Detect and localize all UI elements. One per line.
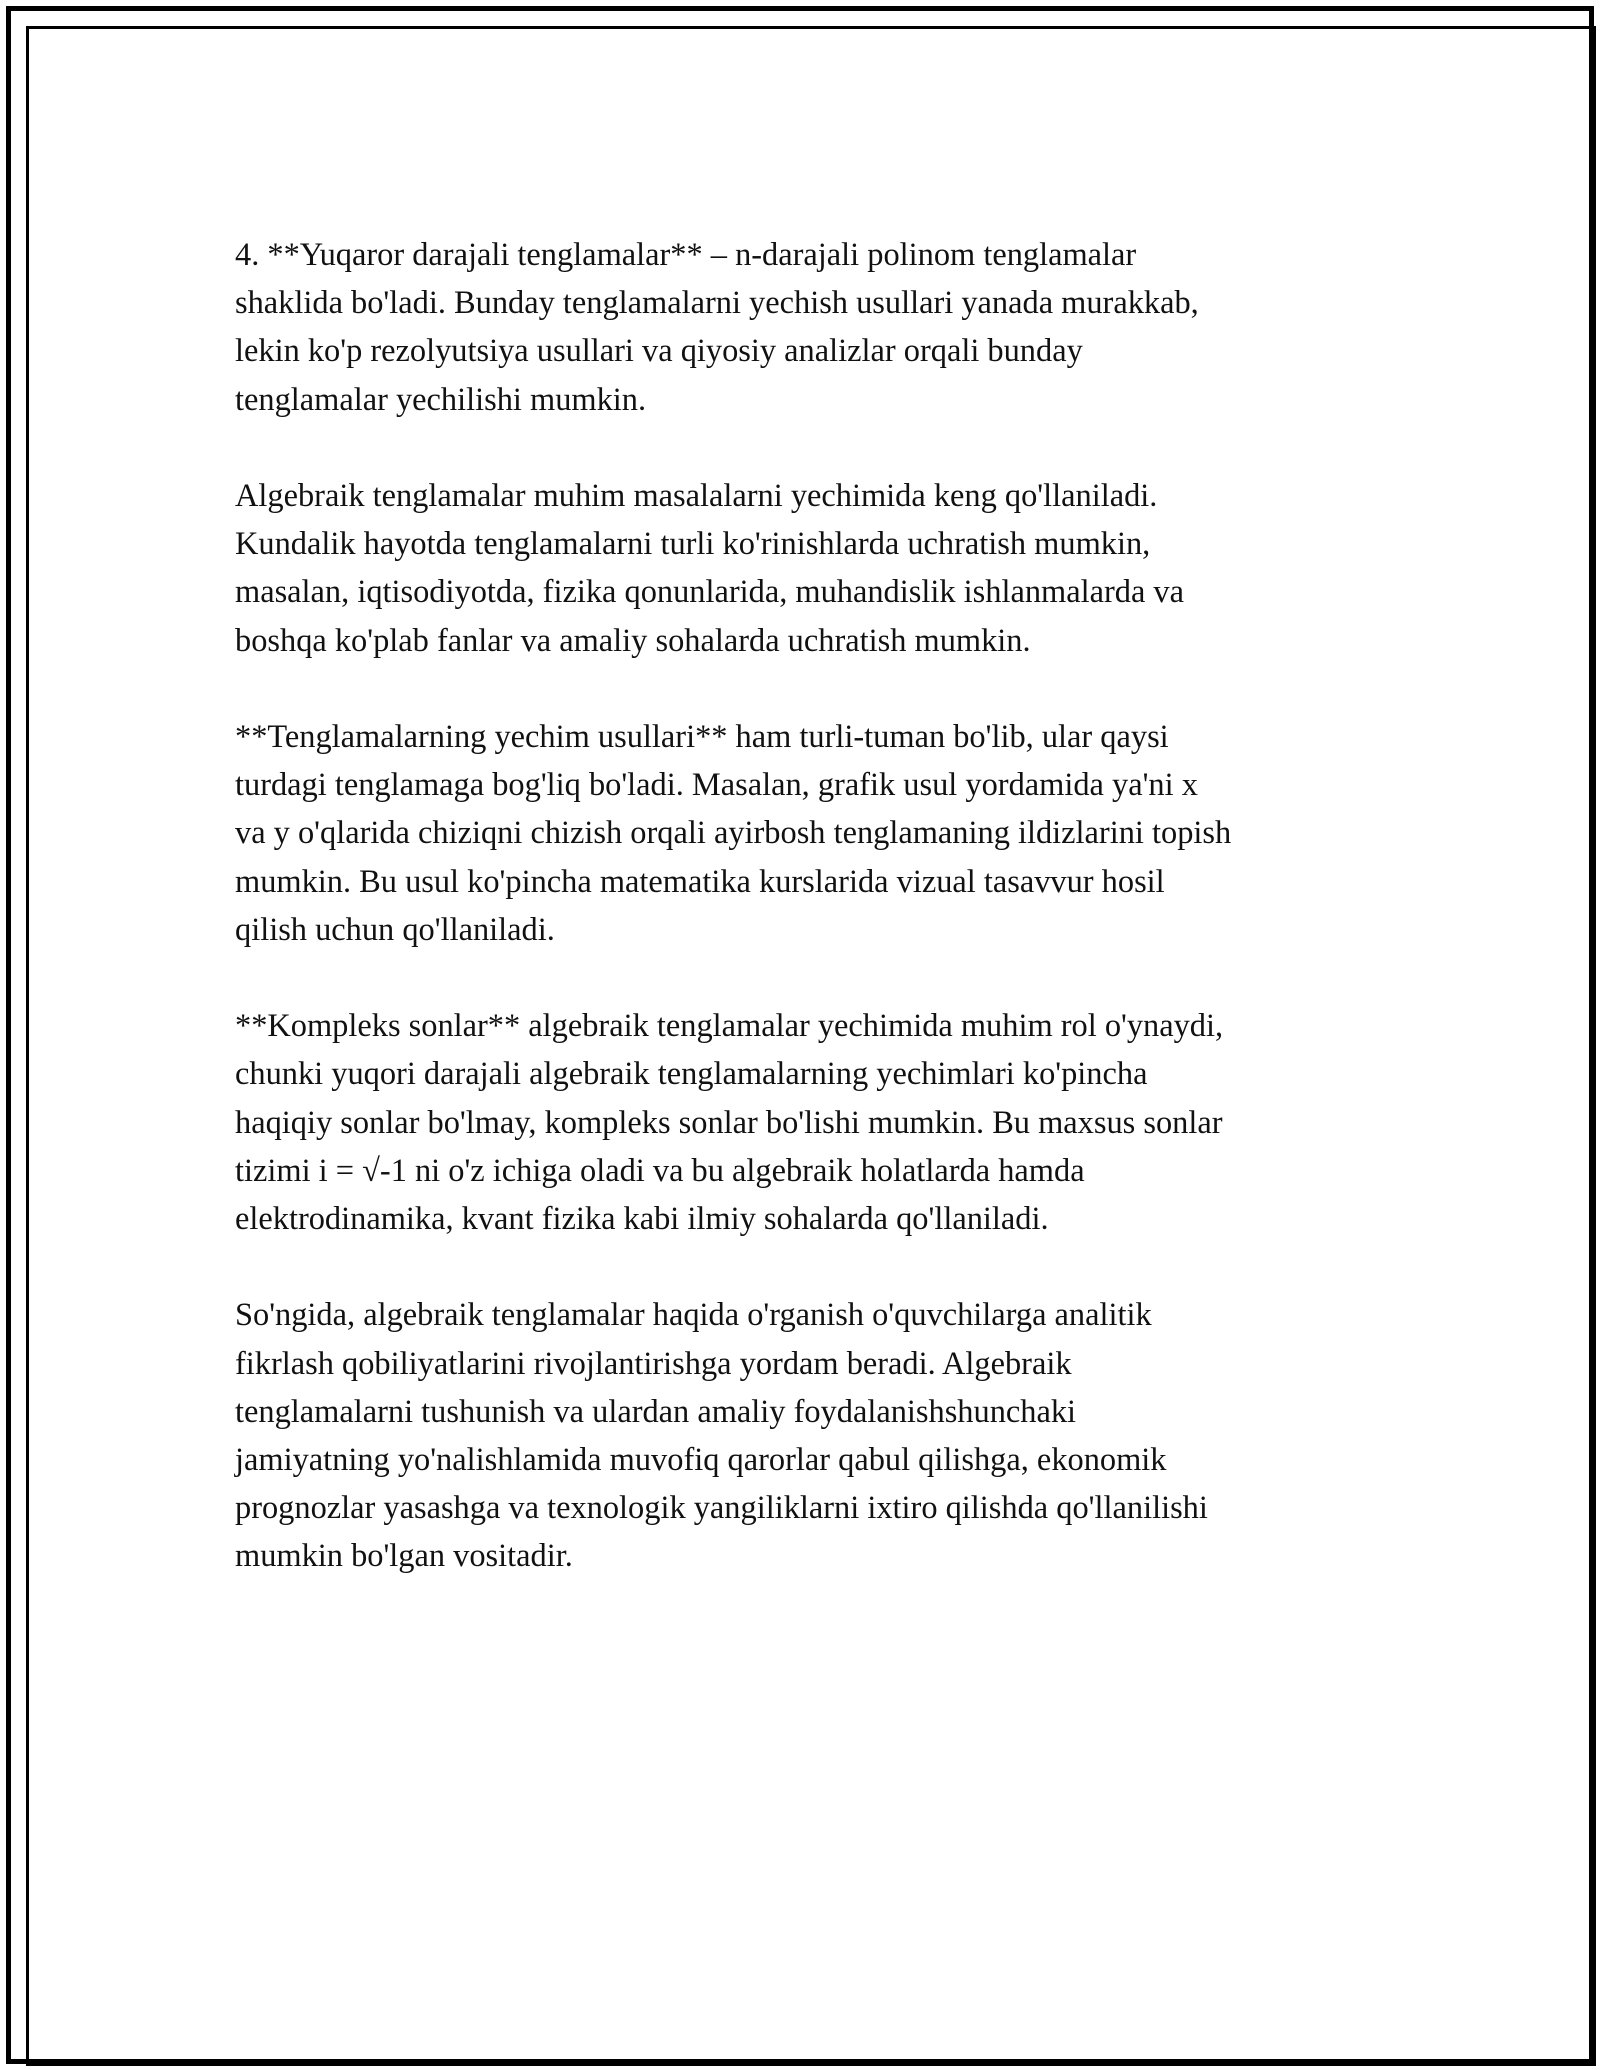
text-line: lekin ko'p rezolyutsiya usullari va qiyosiy analizlar orqali bunday [235,333,1083,370]
text-line: elektrodinamika, kvant fizika kabi ilmiy sohalarda qo'llaniladi. [235,1201,1049,1238]
text-line: haqiqiy sonlar bo'lmay, kompleks sonlar bo'lishi mumkin. Bu maxsus sonlar [235,1104,1223,1141]
text-line: turdagi tenglamaga bog'liq bo'ladi. Masalan, grafik usul yordamida ya'ni x [235,767,1198,804]
text-line: tenglamalar yechilishi mumkin. [235,381,647,418]
text-line: jamiyatning yo'nalishlamida muvofiq qarorlar qabul qilishga, ekonomik [235,1442,1167,1479]
text-line: mumkin. Bu usul ko'pincha matematika kurslarida vizual tasavvur hosil [235,863,1165,900]
text-line: tizimi i = √-1 ni o'z ichiga oladi va bu algebraik holatlarda hamda [235,1152,1085,1189]
text-line: Kundalik hayotda tenglamalarni turli ko'rinishlarda uchratish mumkin, [235,526,1151,563]
paragraph-applications [235,472,1375,665]
text-line: **Tenglamalarning yechim usullari** ham turli-tuman bo'lib, ular qaysi [235,719,1169,755]
paragraph-methods [235,713,1375,954]
paragraph-item-4 [235,231,1375,424]
paragraph-complex-numbers [235,1002,1375,1243]
text-line: **Kompleks sonlar** algebraik tenglamalar yechimida muhim rol o'ynaydi, [235,1008,1224,1045]
text-line: Algebraik tenglamalar muhim masalalarni yechimida keng qo'llaniladi. [235,478,1158,514]
text-line: va y o'qlarida chiziqni chizish orqali ayirbosh tenglamaning ildizlarini topish [235,815,1232,852]
text-line: tenglamalarni tushunish va ulardan amaliy foydalanishshunchaki [235,1393,1077,1430]
text-line: fikrlash qobiliyatlarini rivojlantirishga yordam beradi. Algebraik [235,1345,1072,1382]
text-line: masalan, iqtisodiyotda, fizika qonunlarida, muhandislik ishlanmalarda va [235,574,1184,611]
text-line: 4. **Yuqaror darajali tenglamalar** – n-darajali polinom tenglamalar [235,237,1137,273]
text-line: chunki yuqori darajali algebraik tenglamalarning yechimlari ko'pincha [235,1056,1148,1093]
text-line: shaklida bo'ladi. Bunday tenglamalarni yechish usullari yanada murakkab, [235,285,1199,322]
text-line: So'ngida, algebraik tenglamalar haqida o'rganish o'quvchilarga analitik [235,1297,1152,1334]
text-line: boshqa ko'plab fanlar va amaliy sohalarda uchratish mumkin. [235,622,1031,659]
text-line: mumkin bo'lgan vositadir. [235,1538,573,1575]
text-line: prognozlar yasashga va texnologik yangiliklarni ixtiro qilishda qo'llanilishi [235,1490,1208,1527]
paragraph-conclusion [235,1291,1375,1580]
document-body [235,231,1375,1629]
text-line: qilish uchun qo'llaniladi. [235,911,555,948]
